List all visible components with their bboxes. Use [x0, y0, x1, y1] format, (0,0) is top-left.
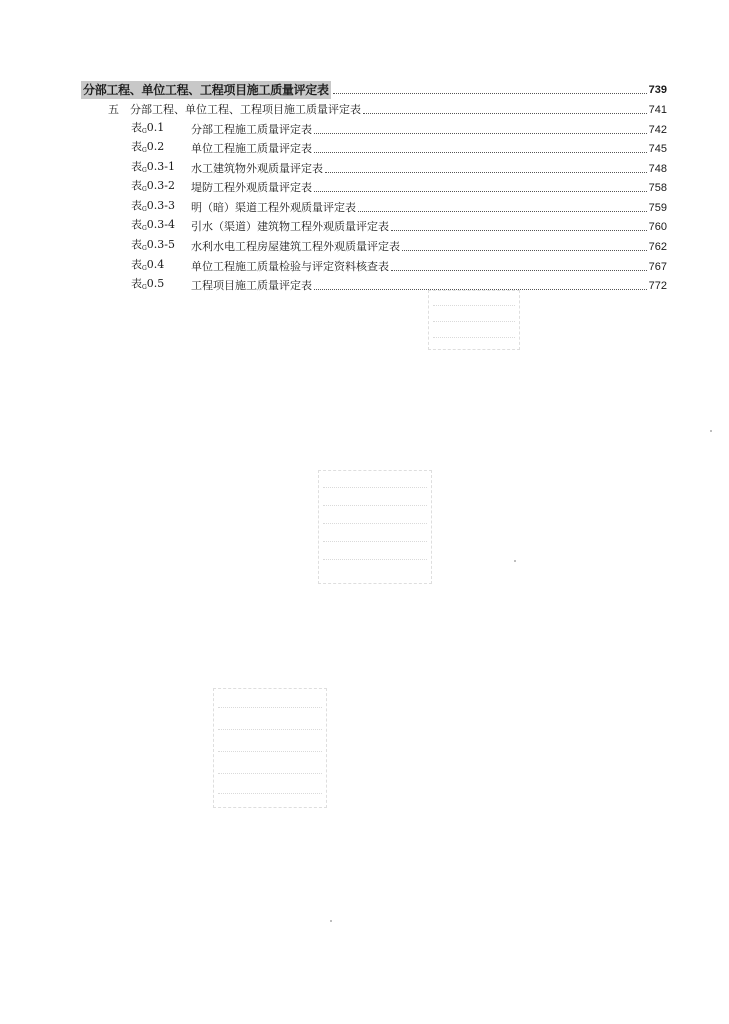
toc-entry[interactable]	[131, 140, 667, 158]
toc-heading[interactable]	[81, 81, 667, 99]
entry-number: 表$_G$0.4	[131, 258, 165, 272]
dot-leader	[314, 151, 647, 153]
dot-leader	[363, 112, 647, 114]
entry-number: 表$_G$0.3-3	[131, 199, 176, 213]
dot-leader	[314, 288, 647, 290]
entry-page: 748	[648, 163, 667, 175]
toc-section[interactable]	[108, 101, 667, 119]
entry-page: 760	[648, 221, 667, 233]
dot-leader	[391, 229, 647, 231]
entry-title: 水利水电工程房屋建筑工程外观质量评定表	[191, 240, 400, 253]
section-page: 741	[648, 104, 667, 116]
entry-page: 772	[648, 280, 667, 292]
entry-title: 单位工程施工质量检验与评定资料核查表	[191, 260, 389, 273]
section-number: 五	[108, 103, 119, 116]
scan-speck	[330, 920, 332, 922]
entry-title: 单位工程施工质量评定表	[191, 142, 312, 155]
entry-page: 759	[648, 202, 667, 214]
scan-artifact	[213, 688, 327, 808]
entry-title: 水工建筑物外观质量评定表	[191, 162, 323, 175]
toc-entry[interactable]	[131, 238, 667, 256]
toc-entry[interactable]	[131, 258, 667, 276]
entry-title: 引水（渠道）建筑物工程外观质量评定表	[191, 220, 389, 233]
entry-page: 745	[648, 143, 667, 155]
dot-leader	[333, 92, 647, 94]
table-of-contents	[0, 0, 729, 300]
dot-leader	[391, 269, 647, 271]
entry-page: 758	[648, 182, 667, 194]
entry-title: 明（暗）渠道工程外观质量评定表	[191, 201, 356, 214]
dot-leader	[314, 132, 647, 134]
section-title: 分部工程、单位工程、工程项目施工质量评定表	[130, 103, 361, 116]
entry-number: 表$_G$0.3-4	[131, 218, 176, 232]
entry-number: 表$_G$0.5	[131, 277, 165, 291]
entry-number: 表$_G$0.2	[131, 140, 165, 154]
entry-title: 堤防工程外观质量评定表	[191, 181, 312, 194]
entry-page: 762	[648, 241, 667, 253]
scan-artifact	[318, 470, 432, 584]
toc-entry[interactable]	[131, 199, 667, 217]
scan-speck	[710, 430, 712, 432]
entry-page: 742	[648, 124, 667, 136]
toc-entry[interactable]	[131, 121, 667, 139]
dot-leader	[314, 190, 647, 192]
entry-number: 表$_G$0.3-1	[131, 160, 176, 174]
toc-entry[interactable]	[131, 277, 667, 295]
scan-speck	[514, 560, 516, 562]
toc-entry[interactable]	[131, 179, 667, 197]
entry-title: 分部工程施工质量评定表	[191, 123, 312, 136]
entry-title: 工程项目施工质量评定表	[191, 279, 312, 292]
entry-number: 表$_G$0.3-5	[131, 238, 176, 252]
entry-number: 表$_G$0.1	[131, 121, 165, 135]
dot-leader	[358, 210, 647, 212]
toc-heading-title: 分部工程、单位工程、工程项目施工质量评定表	[83, 83, 329, 97]
toc-heading-page: 739	[648, 84, 667, 96]
dot-leader	[325, 171, 647, 173]
toc-entry[interactable]	[131, 218, 667, 236]
entry-number: 表$_G$0.3-2	[131, 179, 176, 193]
dot-leader	[402, 249, 647, 251]
entry-page: 767	[648, 261, 667, 273]
toc-entry[interactable]	[131, 160, 667, 178]
